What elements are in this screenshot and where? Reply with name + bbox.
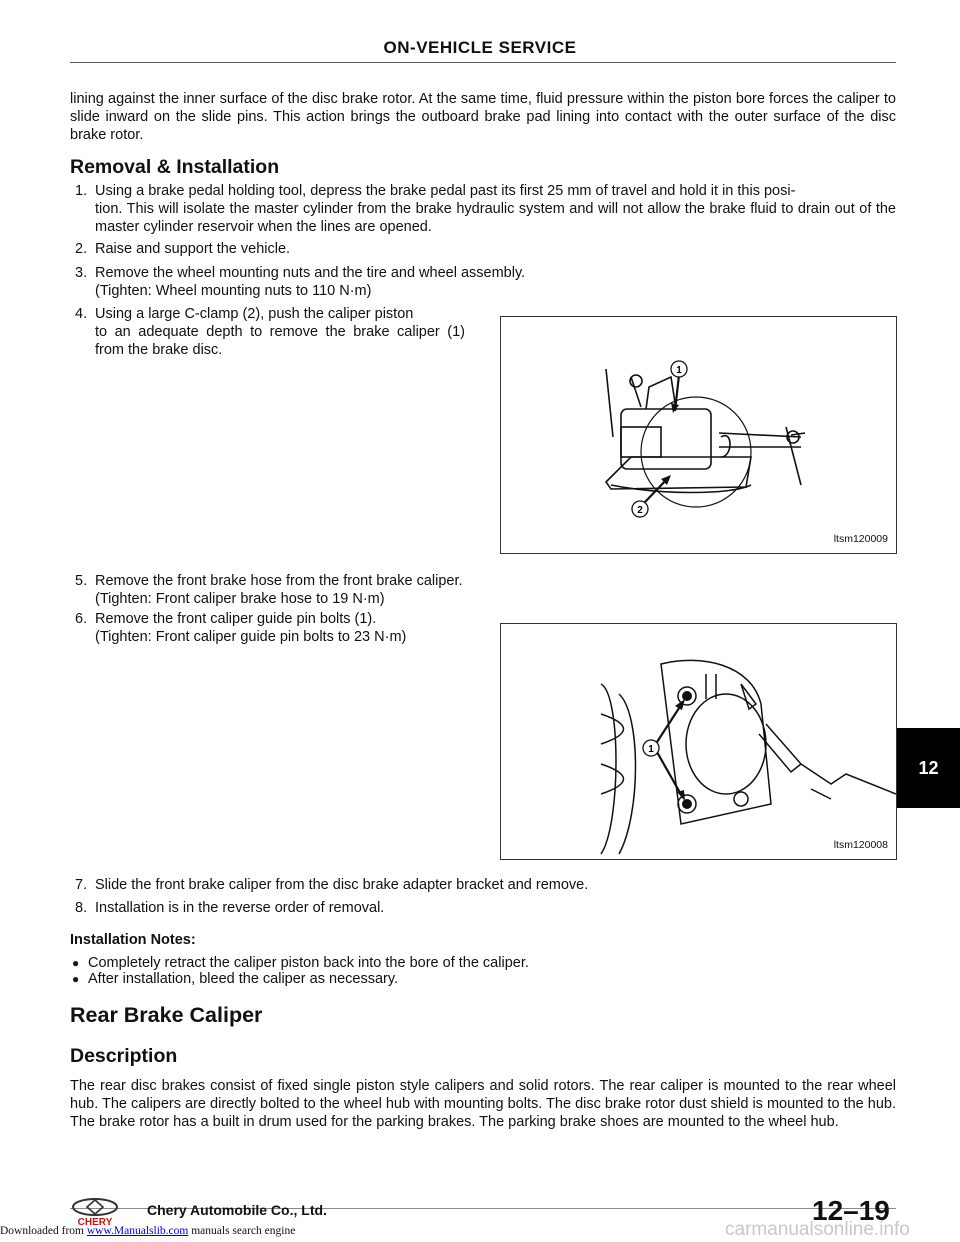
- step-text: Remove the front caliper guide pin bolts (1).: [95, 611, 377, 627]
- note-text: Completely retract the caliper piston back into the bore of the caliper.: [88, 955, 529, 971]
- removal-heading: Removal & Installation: [70, 156, 280, 178]
- step-number: 3.: [75, 265, 88, 281]
- step-number: 1.: [75, 183, 88, 199]
- step-3: [75, 264, 896, 300]
- watermark: carmanualsonline.info: [725, 1219, 910, 1240]
- bullet-icon: ●: [72, 972, 80, 986]
- intro-paragraph: lining against the inner surface of the disc brake rotor. At the same time, fluid pressure within the piston bore forces the caliper to slide inward on the slide pins. This action brings the outboard brake pad lining into contact with the outer surface of the disc brake rotor.: [70, 91, 896, 143]
- callout-1: 1: [648, 744, 654, 755]
- step-number: 5.: [75, 573, 88, 589]
- step-number: 4.: [75, 306, 88, 322]
- note-bullet: [72, 955, 529, 971]
- figure-guide-pin-bolts: [500, 623, 897, 860]
- step-2: [75, 240, 896, 258]
- logo-text: CHERY: [77, 1217, 113, 1227]
- step-number: 8.: [75, 900, 88, 916]
- step-continuation: (Tighten: Front caliper guide pin bolts to 23 N·m): [95, 629, 407, 645]
- step-5: [75, 572, 505, 608]
- figure-code: ltsm120009: [833, 533, 888, 545]
- download-suffix: manuals search engine: [188, 1225, 296, 1237]
- company-name: Chery Automobile Co., Ltd.: [147, 1202, 327, 1218]
- guide-pin-bolts-illustration: [501, 624, 896, 859]
- step-text: Raise and support the vehicle.: [95, 241, 291, 257]
- rear-caliper-heading: Rear Brake Caliper: [70, 1003, 263, 1027]
- step-continuation: (Tighten: Wheel mounting nuts to 110 N·m): [95, 283, 372, 299]
- step-text: Slide the front brake caliper from the disc brake adapter bracket and remove.: [95, 877, 589, 893]
- description-heading: Description: [70, 1045, 178, 1067]
- step-number: 7.: [75, 877, 88, 893]
- step-6: [75, 610, 475, 646]
- c-clamp-illustration: [501, 317, 896, 553]
- installation-notes-heading: Installation Notes:: [70, 932, 196, 948]
- manualslib-link[interactable]: www.Manualslib.com: [86, 1225, 189, 1237]
- figure-code: ltsm120008: [833, 839, 888, 851]
- download-prefix: Downloaded from: [0, 1225, 87, 1237]
- step-text: Using a large C-clamp (2), push the caliper piston: [95, 306, 414, 322]
- section-tab: 12: [897, 728, 960, 808]
- step-8: [75, 899, 896, 917]
- page-number: 12–19: [812, 1195, 890, 1226]
- chery-logo-icon: [60, 1197, 130, 1227]
- note-bullet: [72, 971, 398, 987]
- step-text: Installation is in the reverse order of removal.: [95, 900, 385, 916]
- step-number: 2.: [75, 241, 88, 257]
- step-text: Remove the wheel mounting nuts and the tire and wheel assembly.: [95, 265, 526, 281]
- step-4: [75, 305, 465, 359]
- header-rule: [70, 62, 896, 63]
- page-header: ON-VEHICLE SERVICE: [383, 38, 577, 57]
- download-notice: [0, 1225, 295, 1237]
- step-number: 6.: [75, 611, 88, 627]
- step-continuation: (Tighten: Front caliper brake hose to 19 N·m): [95, 591, 385, 607]
- figure-c-clamp: [500, 316, 897, 554]
- step-continuation: tion. This will isolate the master cylinder from the brake hydraulic system and will not allow the brake fluid to drain out of the master cylinder reservoir when the lines are opened.: [95, 201, 896, 235]
- step-text: Remove the front brake hose from the front brake caliper.: [95, 573, 463, 589]
- step-text: Using a brake pedal holding tool, depress the brake pedal past its first 25 mm of travel and hold it in this posi-: [95, 183, 796, 199]
- bullet-icon: ●: [72, 956, 80, 970]
- callout-2: 2: [637, 505, 643, 516]
- note-text: After installation, bleed the caliper as necessary.: [88, 971, 399, 987]
- rear-description-paragraph: The rear disc brakes consist of fixed single piston style calipers and solid rotors. The rear caliper is mounted to the rear wheel hub. The calipers are directly bolted to the wheel hub with mounting bolts. The disc brake rotor dust shield is mounted to the hub. The brake rotor has a built in drum used for the parking brakes. The parking brake shoes are mounted to the wheel hub.: [70, 1078, 896, 1130]
- step-continuation: to an adequate depth to remove the brake caliper (1) from the brake disc.: [95, 324, 465, 358]
- callout-1: 1: [676, 365, 682, 376]
- step-1: [75, 182, 896, 236]
- step-7: [75, 876, 896, 894]
